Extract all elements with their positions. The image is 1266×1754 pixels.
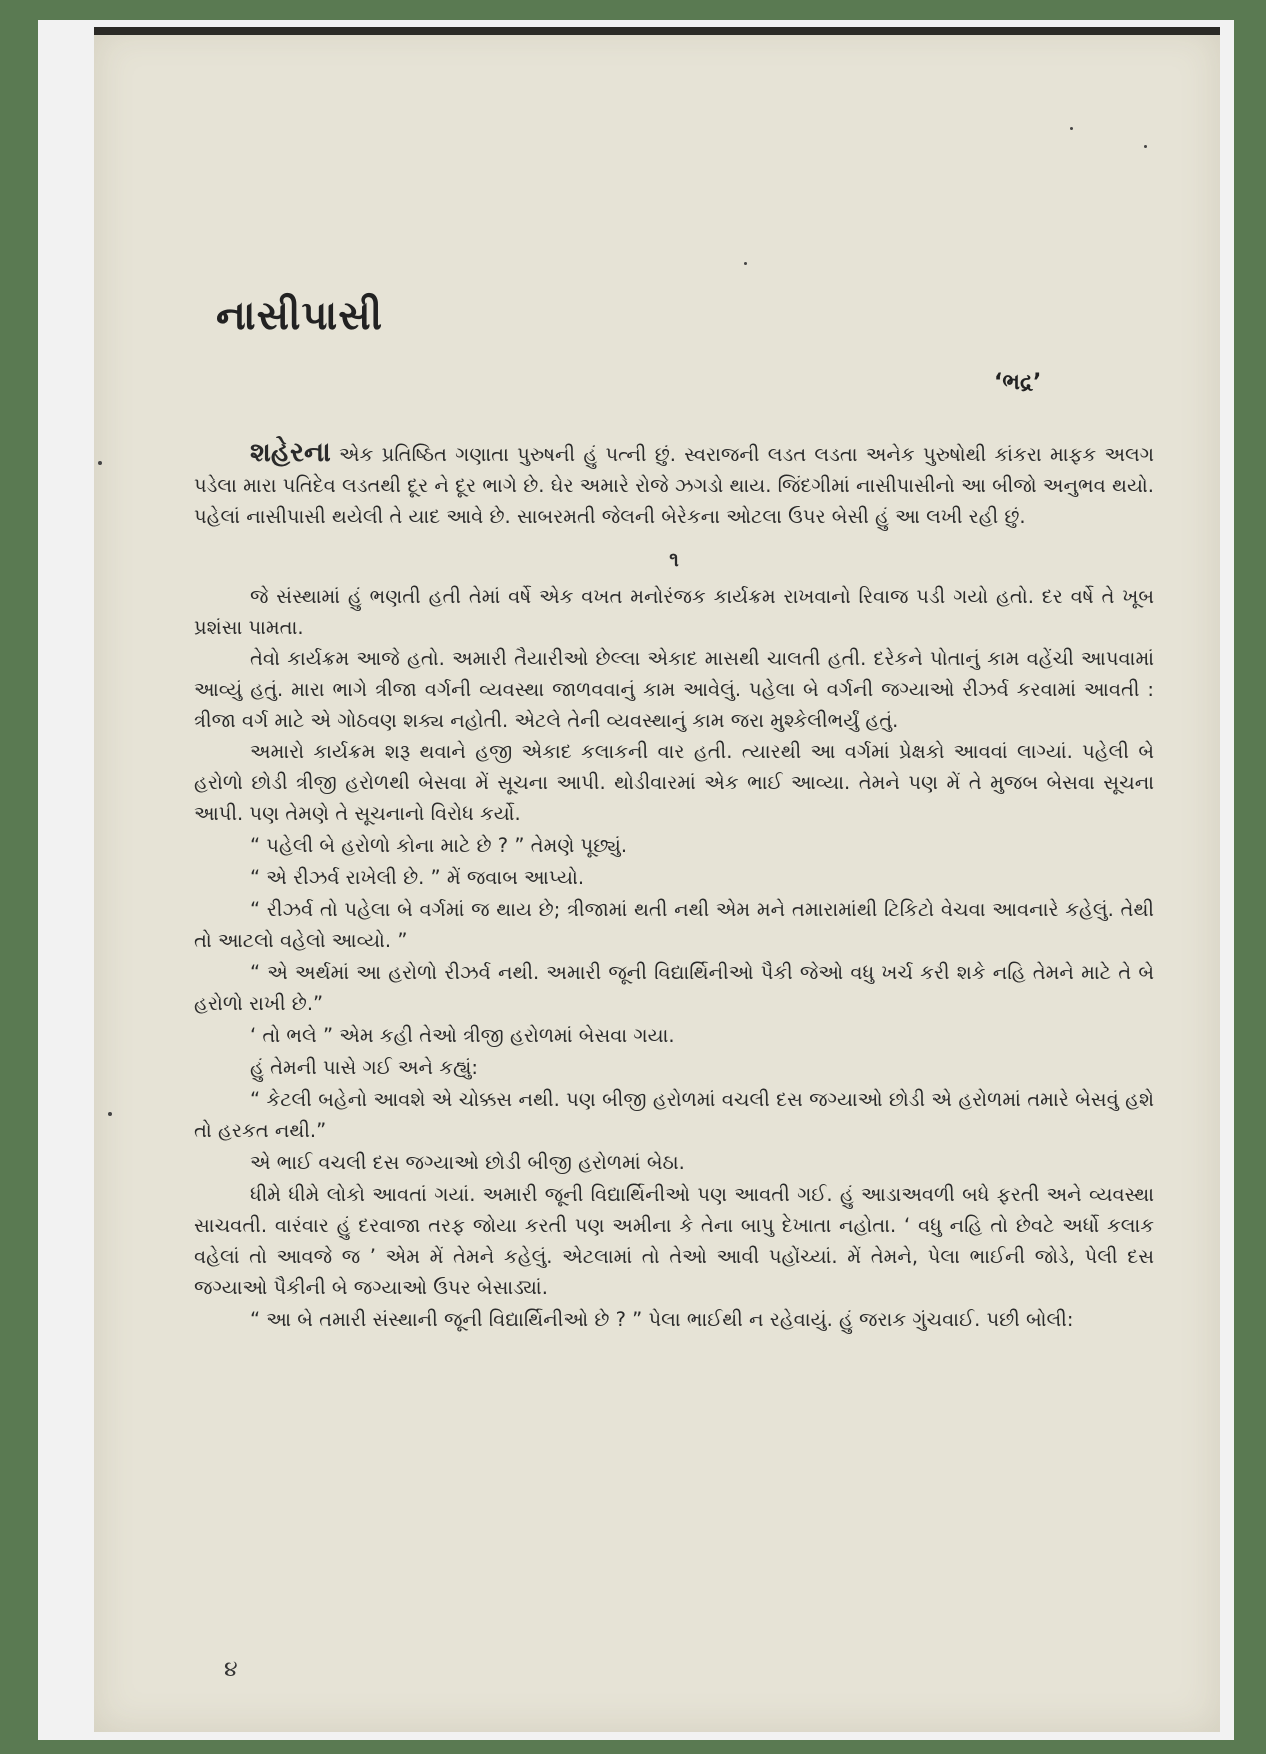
dialogue-line: “ પહેલી બે હરોળો કોના માટે છે ? ” તેમણે પૂછ્યું.	[250, 834, 628, 857]
scan-speck	[108, 1112, 112, 1116]
dialogue-line: “ કેટલી બહેનો આવશે એ ચોક્કસ નથી. પણ બીજી હરોળમાં વચલી દસ જગ્યાઓ છોડી એ હરોળમાં તમારે બેસવું હશે તો હરકત નથી.”	[194, 1088, 1154, 1142]
intro-paragraph	[194, 437, 1154, 532]
dialogue-line: “ એ રીઝર્વ રાખેલી છે. ” મેં જવાબ આપ્યો.	[250, 866, 585, 889]
story-title: નાસીપાસી	[216, 293, 384, 339]
section-number: ૧	[669, 548, 679, 571]
dialogue-line: “ આ બે તમારી સંસ્થાની જૂની વિદ્યાર્થિનીઓ છે ? ” પેલા ભાઈથી ન રહેવાયું. હું જરાક ગુંચવાઈ. પછી બોલી:	[250, 1308, 1074, 1331]
author-name: ‘ભદ્ર’	[994, 370, 1042, 395]
scan-speck	[98, 461, 102, 465]
dialogue-line: એ ભાઈ વચલી દસ જગ્યાઓ છોડી બીજી હરોળમાં બેઠા.	[250, 1151, 685, 1174]
dialogue-line: હું તેમની પાસે ગઈ અને કહ્યું:	[250, 1056, 478, 1079]
intro-first-word: શહેરના	[250, 437, 331, 468]
document-page	[94, 27, 1220, 1732]
page-top-edge	[94, 27, 1220, 35]
dialogue-line: ધીમે ધીમે લોકો આવતાં ગયાં. અમારી જૂની વિદ્યાર્થિનીઓ પણ આવતી ગઈ. હું આડાઅવળી બધે ફરતી અને વ્યવસ્થા સાચવતી. વારંવાર હું દરવાજા તરફ જોયા કરતી પણ અમીના કે તેના બાપુ દેખાતા નહોતા. ‘ વધુ નહિ તો છેવટે અર્ધો કલાક વહેલાં તો આવજે જ ’ એમ મેં તેમને કહેલું. એટલામાં તો તેઓ આવી પહોંચ્યાં. મેં તેમને, પેલા ભાઈની જોડે, પેલી દસ જગ્યાઓ પૈકીની બે જગ્યાઓ ઉપર બેસાડ્યાં.	[194, 1183, 1154, 1299]
paragraph: અમારો કાર્યક્રમ શરૂ થવાને હજી એકાદ કલાકની વાર હતી. ત્યારથી આ વર્ગમાં પ્રેક્ષકો આવવાં લાગ્યાં. પહેલી બે હરોળો છોડી ત્રીજી હરોળથી બેસવા મેં સૂચના આપી. થોડીવારમાં એક ભાઈ આવ્યા. તેમને પણ મેં તે મુજબ બેસવા સૂચના આપી. પણ તેમણે તે સૂચનાનો વિરોધ કર્યો.	[194, 740, 1154, 825]
intro-paragraph-text: એક પ્રતિષ્ઠિત ગણાતા પુરુષની હું પત્ની છું. સ્વરાજની લડત લડતા અનેક પુરુષોથી કાંકરા માફક અલગ પડેલા મારા પતિદેવ લડતથી દૂર ને દૂર ભાગે છે. ઘેર અમારે રોજે ઝગડો થાય. જિંદગીમાં નાસીપાસીનો આ બીજો અનુભવ થયો. પહેલાં નાસીપાસી થયેલી તે યાદ આવે છે. સાબરમતી જેલની બેરેકના ઓટલા ઉપર બેસી હું આ લખી રહી છું.	[194, 443, 1154, 528]
story-body	[194, 437, 1154, 1336]
dialogue-line: “ રીઝર્વ તો પહેલા બે વર્ગમાં જ થાય છે; ત્રીજામાં થતી નથી એમ મને તમારામાંથી ટિકિટો વેચવા આવનારે કહેલું. તેથી તો આટલો વહેલો આવ્યો. ”	[194, 898, 1154, 952]
page-number: ૪	[224, 1657, 238, 1682]
paragraph: જે સંસ્થામાં હું ભણતી હતી તેમાં વર્ષે એક વખત મનોરંજક કાર્યક્રમ રાખવાનો રિવાજ પડી ગયો હતો. દર વર્ષે તે ખૂબ પ્રશંસા પામતા.	[194, 585, 1154, 639]
scan-speck	[744, 262, 747, 265]
scan-speck	[1070, 127, 1073, 130]
paragraph: તેવો કાર્યક્રમ આજે હતો. અમારી તૈયારીઓ છેલ્લા એકાદ માસથી ચાલતી હતી. દરેકને પોતાનું કામ વહેંચી આપવામાં આવ્યું હતું. મારા ભાગે ત્રીજા વર્ગની વ્યવસ્થા જાળવવાનું કામ આવેલું. પહેલા બે વર્ગની જગ્યાઓ રીઝર્વ કરવામાં આવતી : ત્રીજા વર્ગ માટે એ ગોઠવણ શક્ય નહોતી. એટલે તેની વ્યવસ્થાનું કામ જરા મુશ્કેલીભર્યું હતું.	[194, 647, 1154, 732]
dialogue-line: ‘ તો ભલે ” એમ કહી તેઓ ત્રીજી હરોળમાં બેસવા ગયા.	[250, 1024, 675, 1047]
dialogue-line: “ એ અર્થમાં આ હરોળો રીઝર્વ નથી. અમારી જૂની વિદ્યાર્થિનીઓ પૈકી જેઓ વધુ ખર્ચ કરી શકે નહિ તેમને માટે તે બે હરોળો રાખી છે.”	[194, 961, 1154, 1015]
scan-speck	[1144, 145, 1147, 148]
